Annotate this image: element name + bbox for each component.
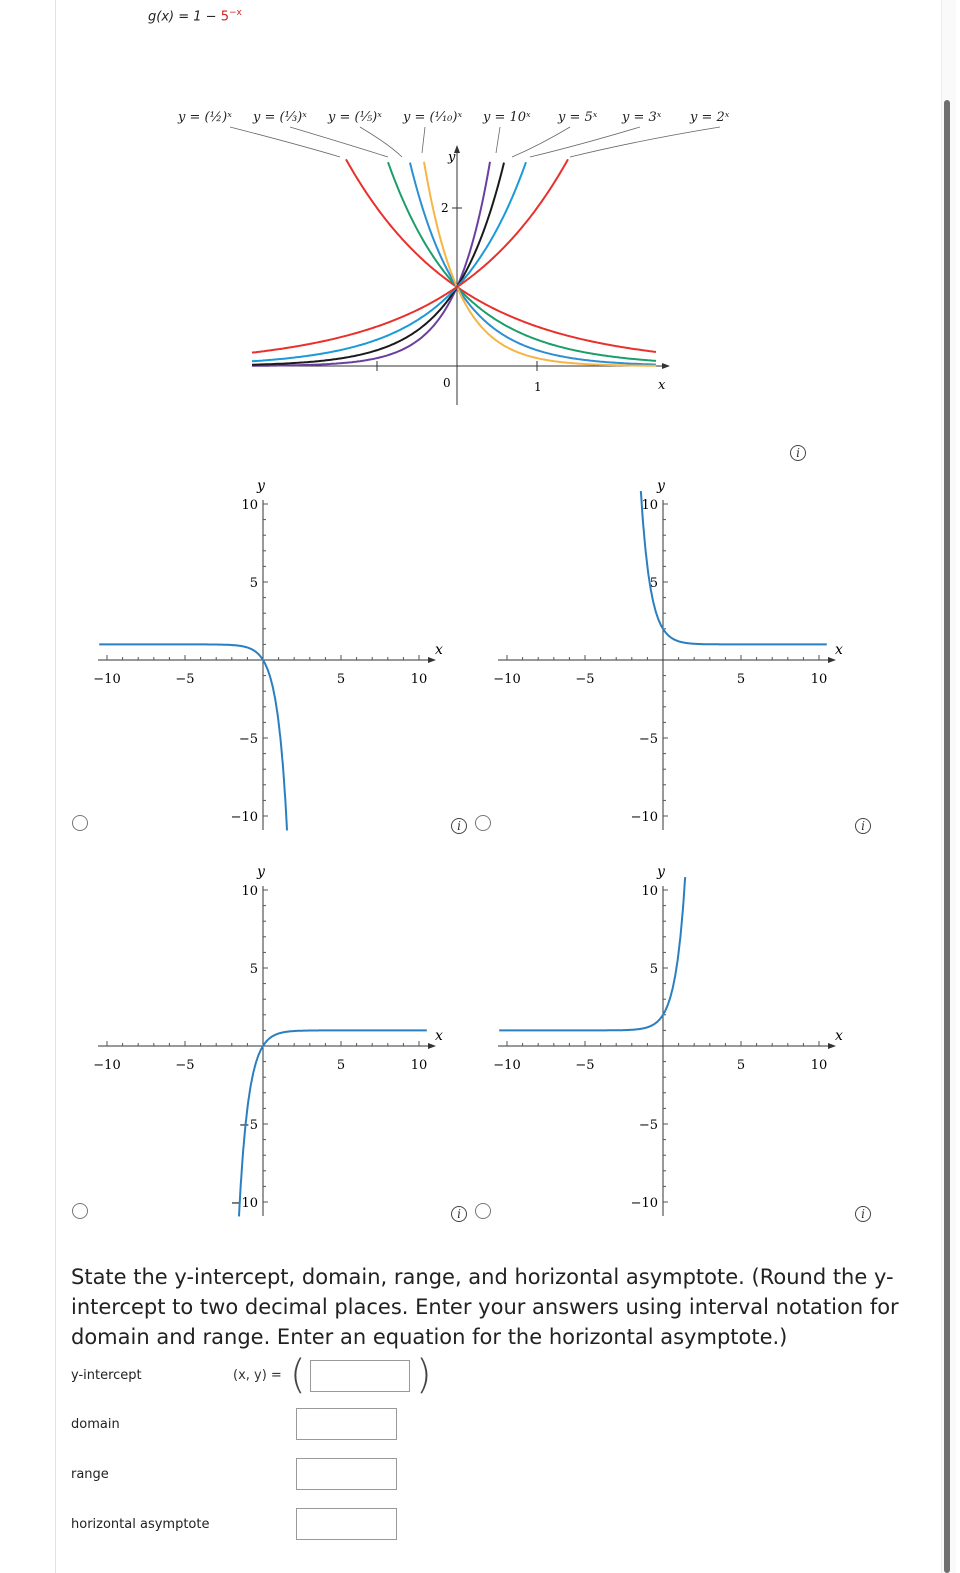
leader-lines [230, 127, 720, 157]
x-tick-label: −10 [493, 672, 521, 687]
y-tick-label: −5 [238, 732, 258, 747]
scrollbar-thumb[interactable] [944, 100, 950, 1573]
asymptote-label: horizontal asymptote [71, 1517, 210, 1532]
y-tick-label: −10 [230, 810, 258, 825]
option-b-info-icon[interactable]: i [855, 818, 871, 834]
curve-ten [252, 162, 490, 366]
y-tick-label: −5 [638, 1118, 658, 1133]
x-tick-label: −10 [493, 1058, 521, 1073]
xy-prefix: (x, y) = [233, 1368, 282, 1383]
question-text: State the y-intercept, domain, range, and horizontal asymptote. (Round the y-intercept to two decimal places. Enter your answers using interval notation for domain and range. Enter an equation for the horizontal asymptote.) [71, 1265, 899, 1349]
option-d-radio[interactable] [475, 1203, 491, 1219]
option-c-info-icon[interactable]: i [451, 1206, 467, 1222]
label-third: y = (⅓)ˣ [253, 110, 307, 125]
x-tick-label: −5 [575, 1058, 595, 1073]
label-ten: y = 10ˣ [483, 110, 531, 125]
y-tick-label: 10 [641, 884, 658, 899]
x-axis-label: x [835, 642, 843, 658]
x-tick-label: −5 [175, 1058, 195, 1073]
y-tick-label: −5 [238, 1118, 258, 1133]
label-half: y = (½)ˣ [178, 110, 232, 125]
x-tick-label: 10 [810, 672, 828, 687]
reference-curves [252, 159, 656, 365]
reference-x-tick-1: 1 [534, 380, 542, 394]
open-paren: ( [290, 1352, 306, 1398]
function-base: 5 [220, 9, 229, 25]
y-axis-label: y [657, 864, 665, 880]
label-tenth: y = (¹⁄₁₀)ˣ [403, 110, 463, 125]
domain-label: domain [71, 1417, 120, 1432]
option-curve [239, 1030, 427, 1216]
info-icon[interactable]: i [790, 445, 806, 461]
function-exponent: −x [228, 8, 242, 18]
y-intercept-label: y-intercept [71, 1368, 142, 1383]
label-three: y = 3ˣ [622, 110, 662, 125]
option-a-radio[interactable] [72, 815, 88, 831]
y-axis-label: y [657, 478, 665, 494]
x-tick-label: −10 [93, 1058, 121, 1073]
y-tick-label: −10 [630, 810, 658, 825]
function-definition [148, 8, 242, 24]
curve-labels [177, 110, 730, 125]
option-graph-d [488, 856, 858, 1226]
y-intercept-input[interactable] [310, 1360, 410, 1392]
y-axis-label: y [257, 478, 265, 494]
x-tick-label: −5 [175, 672, 195, 687]
y-tick-label: 5 [649, 576, 658, 591]
domain-input[interactable] [296, 1408, 397, 1440]
x-axis-label: x [435, 1028, 443, 1044]
x-tick-label: 10 [410, 1058, 428, 1073]
y-axis-label: y [257, 864, 265, 880]
x-tick-label: 5 [736, 672, 746, 687]
curve-fifth [410, 163, 656, 365]
y-tick-label: 10 [241, 498, 258, 513]
close-paren: ) [416, 1352, 432, 1398]
label-two: y = 2ˣ [690, 110, 730, 125]
y-tick-label: −10 [630, 1196, 658, 1211]
option-graph-b [488, 470, 858, 840]
reference-x-label: x [658, 378, 666, 393]
asymptote-input[interactable] [296, 1508, 397, 1540]
y-tick-label: 5 [649, 962, 658, 977]
x-axis-label: x [435, 642, 443, 658]
range-label: range [71, 1467, 109, 1482]
y-tick-label: 5 [249, 576, 258, 591]
x-tick-label: 5 [336, 672, 346, 687]
y-tick-label: 10 [641, 498, 658, 513]
y-tick-label: 10 [241, 884, 258, 899]
option-graph-a [88, 470, 458, 840]
option-curve [641, 491, 827, 644]
reference-origin-label: 0 [443, 376, 451, 390]
option-c-radio[interactable] [72, 1203, 88, 1219]
x-tick-label: 5 [736, 1058, 746, 1073]
option-d-info-icon[interactable]: i [855, 1206, 871, 1222]
reference-axes [252, 150, 665, 405]
label-five: y = 5ˣ [558, 110, 598, 125]
x-axis-label: x [835, 1028, 843, 1044]
x-tick-label: 10 [410, 672, 428, 687]
y-tick-label: 5 [249, 962, 258, 977]
y-tick-label: −5 [638, 732, 658, 747]
range-input[interactable] [296, 1458, 397, 1490]
reference-y-tick-2: 2 [441, 201, 449, 215]
x-tick-label: −10 [93, 672, 121, 687]
x-tick-label: −5 [575, 672, 595, 687]
y-tick-label: −10 [230, 1196, 258, 1211]
x-tick-label: 5 [336, 1058, 346, 1073]
reference-exponential-graph [160, 95, 760, 410]
option-b-radio[interactable] [475, 815, 491, 831]
function-prefix: g(x) = 1 − [148, 9, 221, 25]
reference-y-label: y [448, 150, 456, 165]
option-graph-c [88, 856, 458, 1226]
curve-tenth [424, 162, 656, 366]
label-fifth: y = (⅕)ˣ [328, 110, 382, 125]
reference-x-arrow [662, 363, 670, 369]
option-a-info-icon[interactable]: i [451, 818, 467, 834]
option-curve [499, 877, 685, 1030]
x-tick-label: 10 [810, 1058, 828, 1073]
